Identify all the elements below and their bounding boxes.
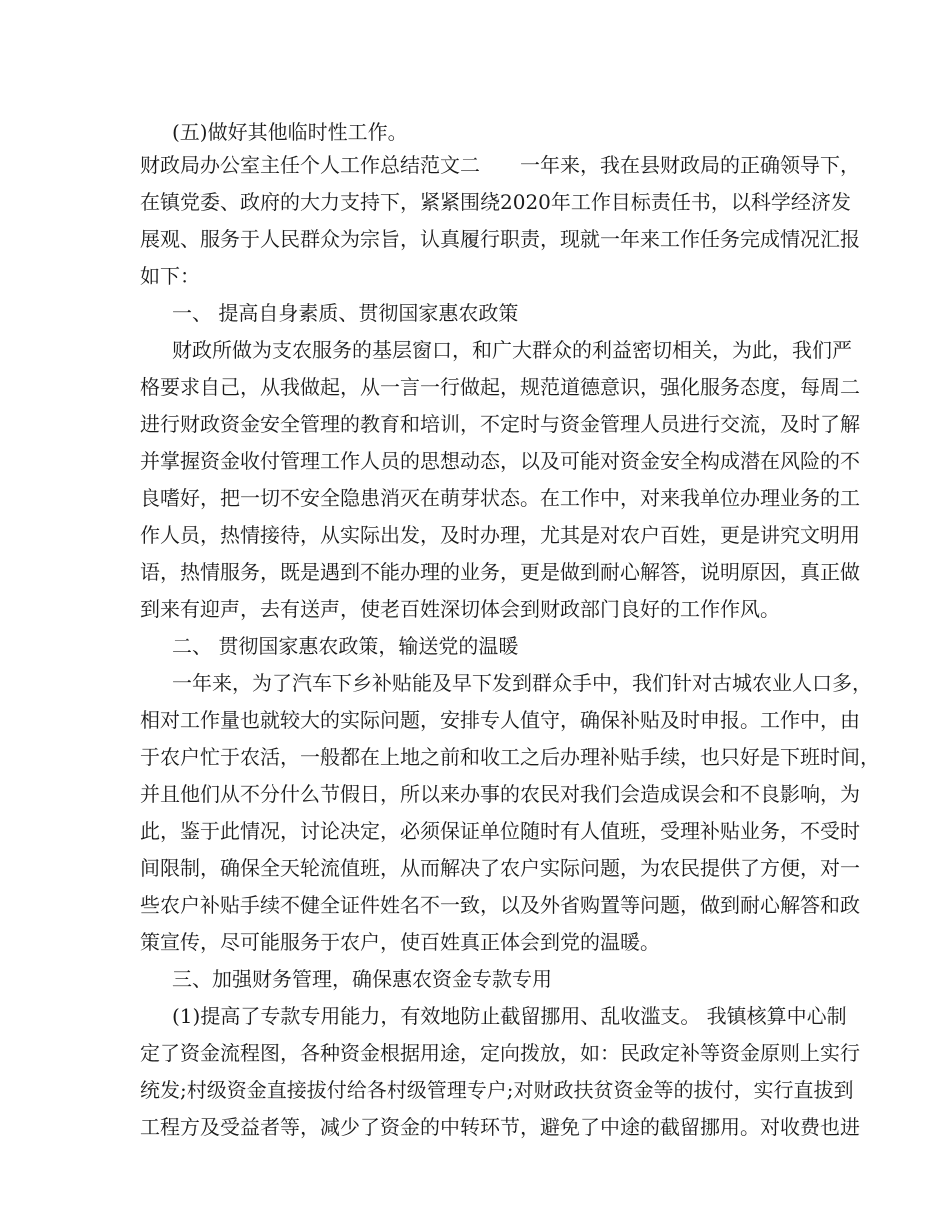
- text-line: 作人员，热情接待，从实际出发，及时办理，尤其是对农户百姓，更是讲究文明用: [140, 523, 860, 547]
- text-line: 在镇党委、政府的大力支持下，紧紧围绕2020年工作目标责任书，以科学经济发: [140, 190, 851, 214]
- text-line: (1)提高了专款专用能力，有效地防止截留挪用、乱收滥支。 我镇核算中心制: [172, 1004, 847, 1028]
- text-line: 相对工作量也就较大的实际问题，安排专人值守，确保补贴及时申报。工作中，由: [140, 708, 860, 732]
- text-line: 工程方及受益者等，减少了资金的中转环节，避免了中途的截留挪用。对收费也进: [140, 1115, 860, 1139]
- text-line: 展观、服务于人民群众为宗旨，认真履行职责，现就一年来工作任务完成情况汇报: [140, 227, 860, 251]
- text-line: 良嗜好，把一切不安全隐患消灭在萌芽状态。在工作中，对来我单位办理业务的工: [140, 486, 860, 510]
- text-line: 定了资金流程图，各种资金根据用途，定向拨放，如：民政定补等资金原则上实行: [140, 1041, 860, 1065]
- section-heading: 一、 提高自身素质、贯彻国家惠农政策: [172, 301, 519, 325]
- text-line: 如下：: [140, 264, 200, 288]
- text-line: 此，鉴于此情况，讨论决定，必须保证单位随时有人值班，受理补贴业务，不受时: [140, 819, 860, 843]
- text-line: 些农户补贴手续不健全证件姓名不一致，以及外省购置等问题，做到耐心解答和政: [140, 893, 860, 917]
- text-line: 并且他们从不分什么节假日，所以来办事的农民对我们会造成误会和不良影响，为: [140, 782, 860, 806]
- section-heading: 二、 贯彻国家惠农政策，输送党的温暖: [172, 634, 519, 658]
- section-heading: 三、加强财务管理，确保惠农资金专款专用: [172, 967, 552, 991]
- text-line: 财政局办公室主任个人工作总结范文二 一年来，我在县财政局的正确领导下，: [140, 153, 860, 177]
- text-line: 到来有迎声，去有送声，使老百姓深切体会到财政部门良好的工作作风。: [140, 597, 780, 621]
- text-line: 并掌握资金收付管理工作人员的思想动态，以及可能对资金安全构成潜在风险的不: [140, 449, 860, 473]
- text-line: 于农户忙于农活，一般都在上地之前和收工之后办理补贴手续，也只好是下班时间，: [140, 745, 880, 769]
- text-line: 财政所做为支农服务的基层窗口，和广大群众的利益密切相关，为此，我们严: [172, 338, 852, 362]
- text-line: (五)做好其他临时性工作。: [172, 120, 408, 144]
- text-line: 间限制，确保全天轮流值班，从而解决了农户实际问题，为农民提供了方便，对一: [140, 856, 860, 880]
- text-line: 统发;村级资金直接拔付给各村级管理专户;对财政扶贫资金等的拔付，实行直拔到: [140, 1078, 854, 1102]
- text-line: 格要求自己，从我做起，从一言一行做起，规范道德意识，强化服务态度，每周二: [140, 375, 860, 399]
- text-line: 进行财政资金安全管理的教育和培训，不定时与资金管理人员进行交流，及时了解: [140, 412, 860, 436]
- text-line: 策宣传，尽可能服务于农户，使百姓真正体会到党的温暖。: [140, 930, 660, 954]
- text-line: 一年来，为了汽车下乡补贴能及早下发到群众手中，我们针对古城农业人口多，: [172, 671, 872, 695]
- text-line: 语，热情服务，既是遇到不能办理的业务，更是做到耐心解答，说明原因，真正做: [140, 560, 860, 584]
